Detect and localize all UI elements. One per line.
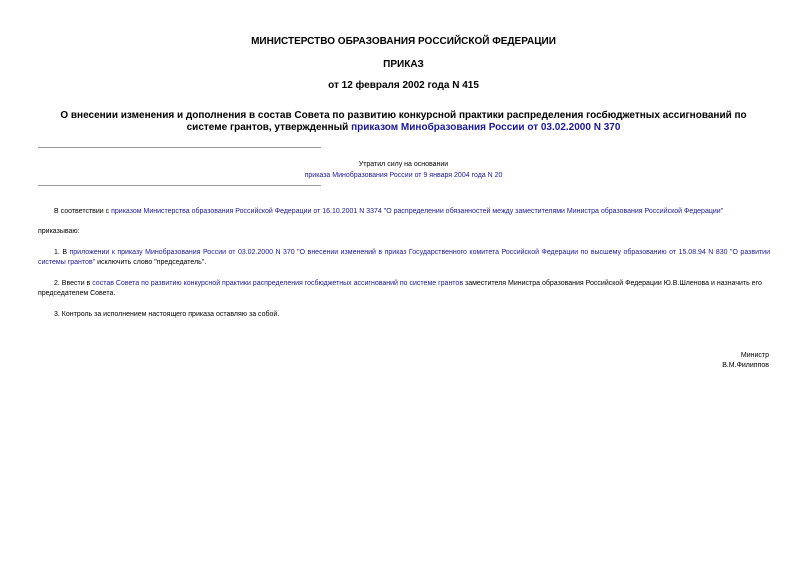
preamble-text: В соответствии с — [54, 208, 112, 215]
item3-paragraph: 3. Контроль за исполнением настоящего приказа оставляю за собой. — [54, 311, 280, 318]
divider-top — [38, 147, 321, 148]
title-link[interactable]: приказом Минобразования России от 03.02.2000 N 370 — [351, 122, 621, 133]
signature-name: В.М.Филиппов — [722, 362, 769, 369]
divider-bottom — [38, 185, 321, 186]
item1-text-start: 1. В — [54, 249, 70, 256]
item1-text-end: исключить слово "председатель". — [95, 259, 207, 266]
item2-text-start: 2. Ввести в — [54, 280, 93, 287]
title-text: О внесении изменения и дополнения в состав Совета по развитию конкурсной практики распределения госбюджетных ассигнований по системе грантов, утвержденный — [60, 110, 747, 133]
item2-text-end: заместителя Министра образования Российской Федерации Ю.В.Шленова и назначить его председателем Совета. — [38, 280, 762, 297]
order-word: приказываю: — [38, 228, 80, 235]
ministry-heading: МИНИСТЕРСТВО ОБРАЗОВАНИЯ РОССИЙСКОЙ ФЕДЕРАЦИИ — [251, 36, 556, 47]
item1-link[interactable]: приложении к приказу Минобразования России от 03.02.2000 N 370 "О внесении изменений в приказ Государственного комитета Российской Федерации по высшему образованию от 15.08.94 N 830 "О развитии системы грантов" — [38, 249, 771, 266]
item2-paragraph — [38, 279, 770, 299]
preamble-link[interactable]: приказом Министерства образования Российской Федерации от 16.10.2001 N 3374 "О распределении обязанностей между заместителями Министра образования Российской Федерации" — [111, 208, 724, 215]
item1-paragraph — [38, 248, 770, 268]
document-title — [40, 110, 767, 134]
date-number-heading: от 12 февраля 2002 года N 415 — [328, 80, 479, 91]
doc-type-heading: ПРИКАЗ — [383, 59, 424, 70]
preamble-paragraph — [38, 207, 770, 217]
status-note-link-line — [190, 171, 617, 180]
status-note-link[interactable]: приказа Минобразования России от 9 января 2004 года N 20 — [304, 172, 503, 179]
status-note-line1: Утратил силу на основании — [358, 161, 449, 168]
item2-link[interactable]: состав Совета по развитию конкурсной практики распределения госбюджетных ассигнований по системе грантов — [92, 280, 464, 287]
signature-position: Министр — [740, 352, 769, 359]
